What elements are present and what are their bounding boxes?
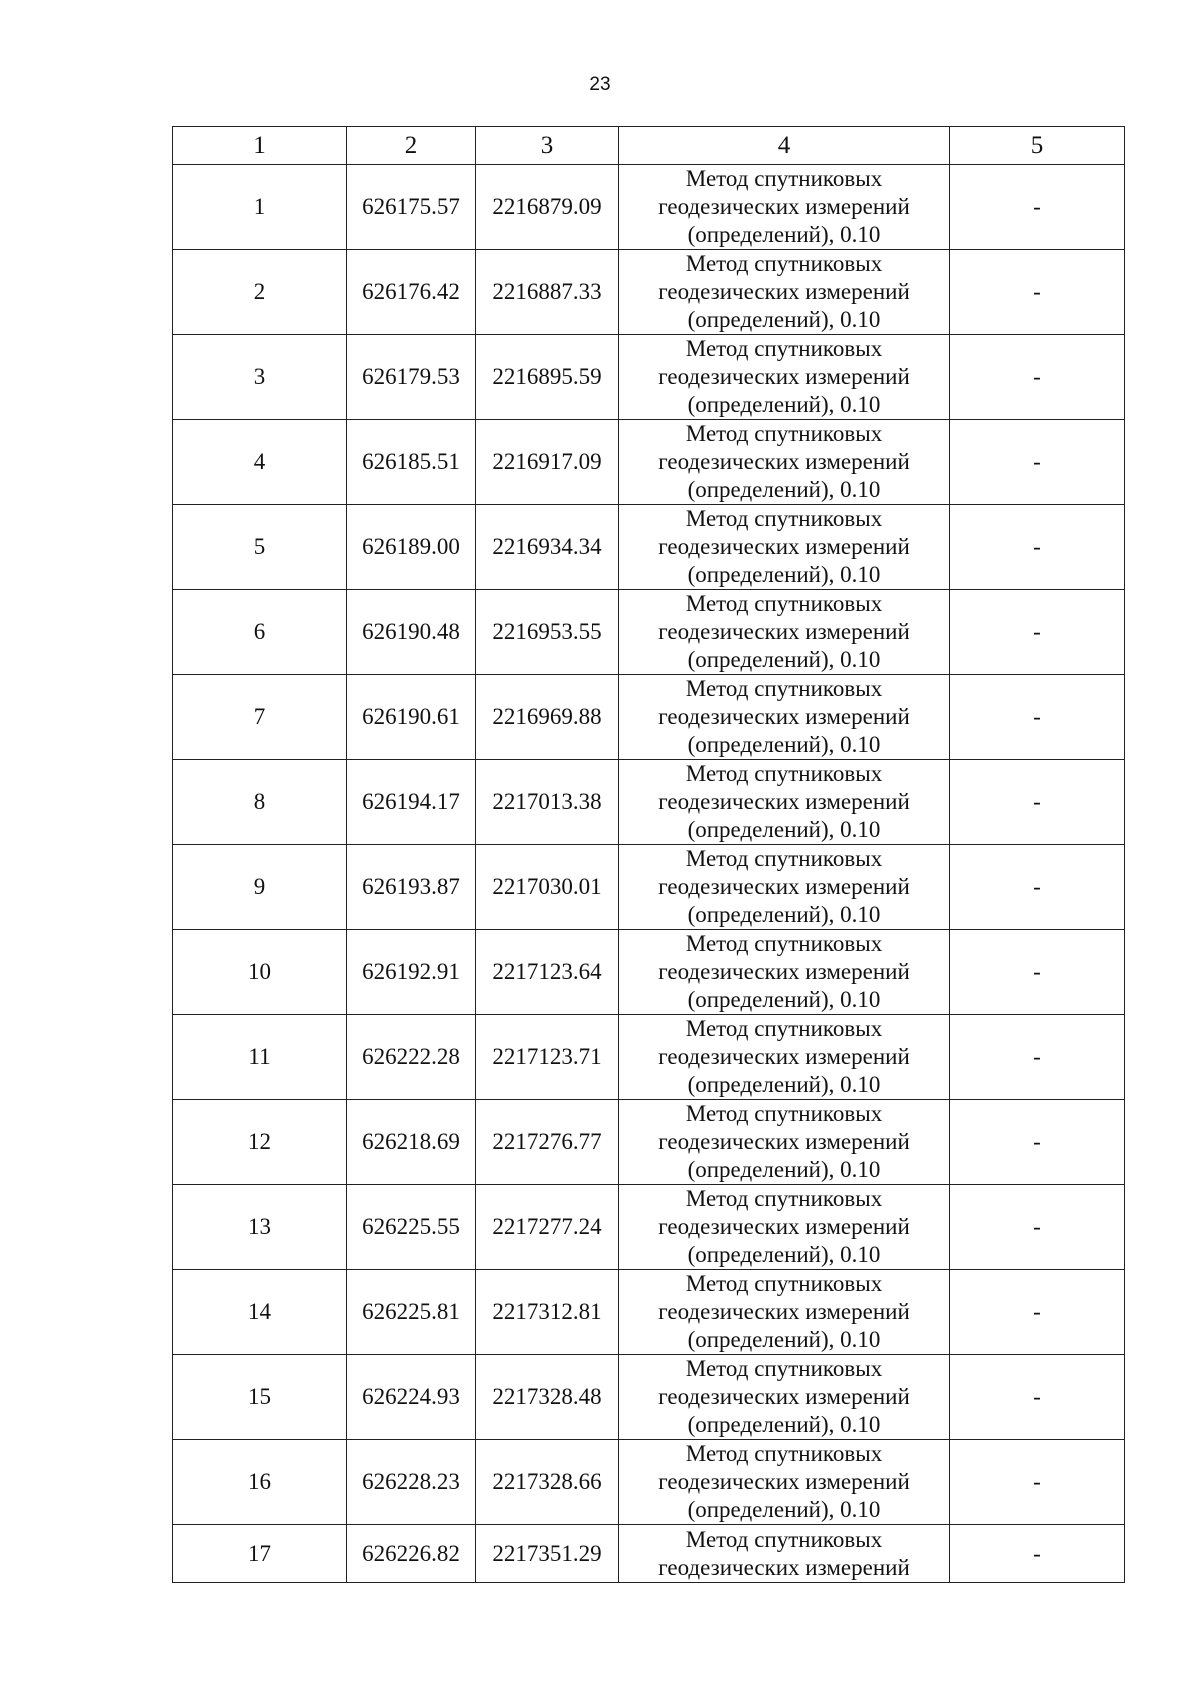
x-coordinate-cell: 626192.91 (347, 930, 476, 1015)
y-coordinate-cell: 2216969.88 (476, 675, 619, 760)
point-number-cell: 9 (173, 845, 347, 930)
method-line: Метод спутниковых (685, 591, 883, 616)
method-line: геодезических измерений (658, 789, 910, 814)
description-cell: - (950, 845, 1125, 930)
method-cell (619, 250, 950, 335)
method-cell (619, 1355, 950, 1440)
point-number-cell: 8 (173, 760, 347, 845)
method-cell (619, 420, 950, 505)
description-cell: - (950, 675, 1125, 760)
table-row (173, 1440, 1125, 1525)
method-cell (619, 760, 950, 845)
method-line: (определений), 0.10 (687, 1157, 881, 1182)
x-coordinate-cell: 626193.87 (347, 845, 476, 930)
description-cell: - (950, 590, 1125, 675)
table-row (173, 845, 1125, 930)
point-number-cell: 4 (173, 420, 347, 505)
x-coordinate-cell: 626189.00 (347, 505, 476, 590)
column-header: 1 (173, 127, 347, 165)
column-header: 5 (950, 127, 1125, 165)
method-cell (619, 675, 950, 760)
method-line: Метод спутниковых (685, 506, 883, 531)
method-line: (определений), 0.10 (687, 1412, 881, 1437)
description-cell: - (950, 930, 1125, 1015)
y-coordinate-cell: 2217351.29 (476, 1525, 619, 1583)
method-line: геодезических измерений (658, 704, 910, 729)
x-coordinate-cell: 626218.69 (347, 1100, 476, 1185)
y-coordinate-cell: 2216917.09 (476, 420, 619, 505)
x-coordinate-cell: 626194.17 (347, 760, 476, 845)
y-coordinate-cell: 2216879.09 (476, 165, 619, 250)
method-line: (определений), 0.10 (687, 562, 881, 587)
x-coordinate-cell: 626226.82 (347, 1525, 476, 1583)
point-number-cell: 13 (173, 1185, 347, 1270)
table-row (173, 1270, 1125, 1355)
point-number-cell: 7 (173, 675, 347, 760)
point-number-cell: 2 (173, 250, 347, 335)
description-cell: - (950, 335, 1125, 420)
method-cell (619, 1270, 950, 1355)
method-line: Метод спутниковых (685, 1356, 883, 1381)
x-coordinate-cell: 626179.53 (347, 335, 476, 420)
method-line: (определений), 0.10 (687, 732, 881, 757)
method-line: Метод спутниковых (685, 676, 883, 701)
method-line: геодезических измерений (658, 534, 910, 559)
point-number-cell: 6 (173, 590, 347, 675)
x-coordinate-cell: 626222.28 (347, 1015, 476, 1100)
header-row (173, 127, 1125, 165)
point-number-cell: 5 (173, 505, 347, 590)
description-cell: - (950, 1270, 1125, 1355)
method-line: Метод спутниковых (685, 931, 883, 956)
y-coordinate-cell: 2216895.59 (476, 335, 619, 420)
y-coordinate-cell: 2216887.33 (476, 250, 619, 335)
method-line: геодезических измерений (658, 1214, 910, 1239)
description-cell: - (950, 1525, 1125, 1583)
column-header: 3 (476, 127, 619, 165)
x-coordinate-cell: 626225.55 (347, 1185, 476, 1270)
method-cell (619, 1015, 950, 1100)
table-row (173, 165, 1125, 250)
description-cell: - (950, 1100, 1125, 1185)
method-line: Метод спутниковых (685, 1527, 883, 1552)
method-line: геодезических измерений (658, 364, 910, 389)
method-line: (определений), 0.10 (687, 1327, 881, 1352)
point-number-cell: 16 (173, 1440, 347, 1525)
description-cell: - (950, 1440, 1125, 1525)
table-row (173, 590, 1125, 675)
column-header: 2 (347, 127, 476, 165)
method-cell (619, 845, 950, 930)
y-coordinate-cell: 2217277.24 (476, 1185, 619, 1270)
table-body (173, 165, 1125, 1583)
method-line: Метод спутниковых (685, 1101, 883, 1126)
method-line: геодезических измерений (658, 1044, 910, 1069)
method-line: геодезических измерений (658, 959, 910, 984)
method-line: геодезических измерений (658, 874, 910, 899)
method-line: геодезических измерений (658, 449, 910, 474)
description-cell: - (950, 420, 1125, 505)
y-coordinate-cell: 2217312.81 (476, 1270, 619, 1355)
method-line: (определений), 0.10 (687, 392, 881, 417)
description-cell: - (950, 760, 1125, 845)
method-line: геодезических измерений (658, 194, 910, 219)
y-coordinate-cell: 2217123.71 (476, 1015, 619, 1100)
table-row (173, 675, 1125, 760)
y-coordinate-cell: 2217328.48 (476, 1355, 619, 1440)
method-line: Метод спутниковых (685, 846, 883, 871)
point-number-cell: 15 (173, 1355, 347, 1440)
method-line: (определений), 0.10 (687, 647, 881, 672)
y-coordinate-cell: 2216934.34 (476, 505, 619, 590)
y-coordinate-cell: 2216953.55 (476, 590, 619, 675)
table-row-last (173, 1525, 1125, 1583)
method-line: (определений), 0.10 (687, 817, 881, 842)
method-line: Метод спутниковых (685, 251, 883, 276)
method-line: (определений), 0.10 (687, 902, 881, 927)
method-line: геодезических измерений (658, 1384, 910, 1409)
method-cell (619, 165, 950, 250)
method-line: Метод спутниковых (685, 1271, 883, 1296)
method-line: (определений), 0.10 (687, 1242, 881, 1267)
x-coordinate-cell: 626185.51 (347, 420, 476, 505)
method-cell (619, 1440, 950, 1525)
method-line: (определений), 0.10 (687, 307, 881, 332)
table-row (173, 1100, 1125, 1185)
description-cell: - (950, 1015, 1125, 1100)
method-line: (определений), 0.10 (687, 987, 881, 1012)
method-cell (619, 1185, 950, 1270)
table-row (173, 760, 1125, 845)
point-number-cell: 3 (173, 335, 347, 420)
method-line: геодезических измерений (658, 619, 910, 644)
point-number-cell: 14 (173, 1270, 347, 1355)
x-coordinate-cell: 626176.42 (347, 250, 476, 335)
method-line: Метод спутниковых (685, 166, 883, 191)
y-coordinate-cell: 2217123.64 (476, 930, 619, 1015)
point-number-cell: 10 (173, 930, 347, 1015)
method-line: геодезических измерений (658, 1299, 910, 1324)
y-coordinate-cell: 2217013.38 (476, 760, 619, 845)
coordinates-table (172, 126, 1125, 1583)
method-line: Метод спутниковых (685, 1441, 883, 1466)
description-cell: - (950, 505, 1125, 590)
table-row (173, 335, 1125, 420)
description-cell: - (950, 1355, 1125, 1440)
method-line: геодезических измерений (658, 279, 910, 304)
method-line: (определений), 0.10 (687, 477, 881, 502)
point-number-cell: 1 (173, 165, 347, 250)
table-row (173, 1185, 1125, 1270)
method-cell (619, 590, 950, 675)
table-row (173, 250, 1125, 335)
method-line: геодезических измерений (658, 1469, 910, 1494)
method-cell (619, 1525, 950, 1583)
method-line: Метод спутниковых (685, 421, 883, 446)
table-row (173, 1355, 1125, 1440)
y-coordinate-cell: 2217276.77 (476, 1100, 619, 1185)
page-number: 23 (589, 74, 611, 95)
method-cell (619, 335, 950, 420)
description-cell: - (950, 165, 1125, 250)
x-coordinate-cell: 626190.61 (347, 675, 476, 760)
method-line: Метод спутниковых (685, 761, 883, 786)
table-row (173, 420, 1125, 505)
method-cell (619, 505, 950, 590)
x-coordinate-cell: 626175.57 (347, 165, 476, 250)
point-number-cell: 11 (173, 1015, 347, 1100)
table-row (173, 505, 1125, 590)
method-line: (определений), 0.10 (687, 1497, 881, 1522)
point-number-cell: 12 (173, 1100, 347, 1185)
description-cell: - (950, 250, 1125, 335)
table-row (173, 930, 1125, 1015)
method-cell (619, 930, 950, 1015)
column-header: 4 (619, 127, 950, 165)
x-coordinate-cell: 626225.81 (347, 1270, 476, 1355)
method-cell (619, 1100, 950, 1185)
x-coordinate-cell: 626228.23 (347, 1440, 476, 1525)
x-coordinate-cell: 626224.93 (347, 1355, 476, 1440)
description-cell: - (950, 1185, 1125, 1270)
method-line: (определений), 0.10 (687, 222, 881, 247)
method-line: Метод спутниковых (685, 1016, 883, 1041)
method-line: геодезических измерений (658, 1129, 910, 1154)
method-line: Метод спутниковых (685, 336, 883, 361)
method-line: геодезических измерений (658, 1555, 910, 1580)
y-coordinate-cell: 2217030.01 (476, 845, 619, 930)
table-row (173, 1015, 1125, 1100)
point-number-cell: 17 (173, 1525, 347, 1583)
method-line: (определений), 0.10 (687, 1072, 881, 1097)
method-line: Метод спутниковых (685, 1186, 883, 1211)
x-coordinate-cell: 626190.48 (347, 590, 476, 675)
y-coordinate-cell: 2217328.66 (476, 1440, 619, 1525)
